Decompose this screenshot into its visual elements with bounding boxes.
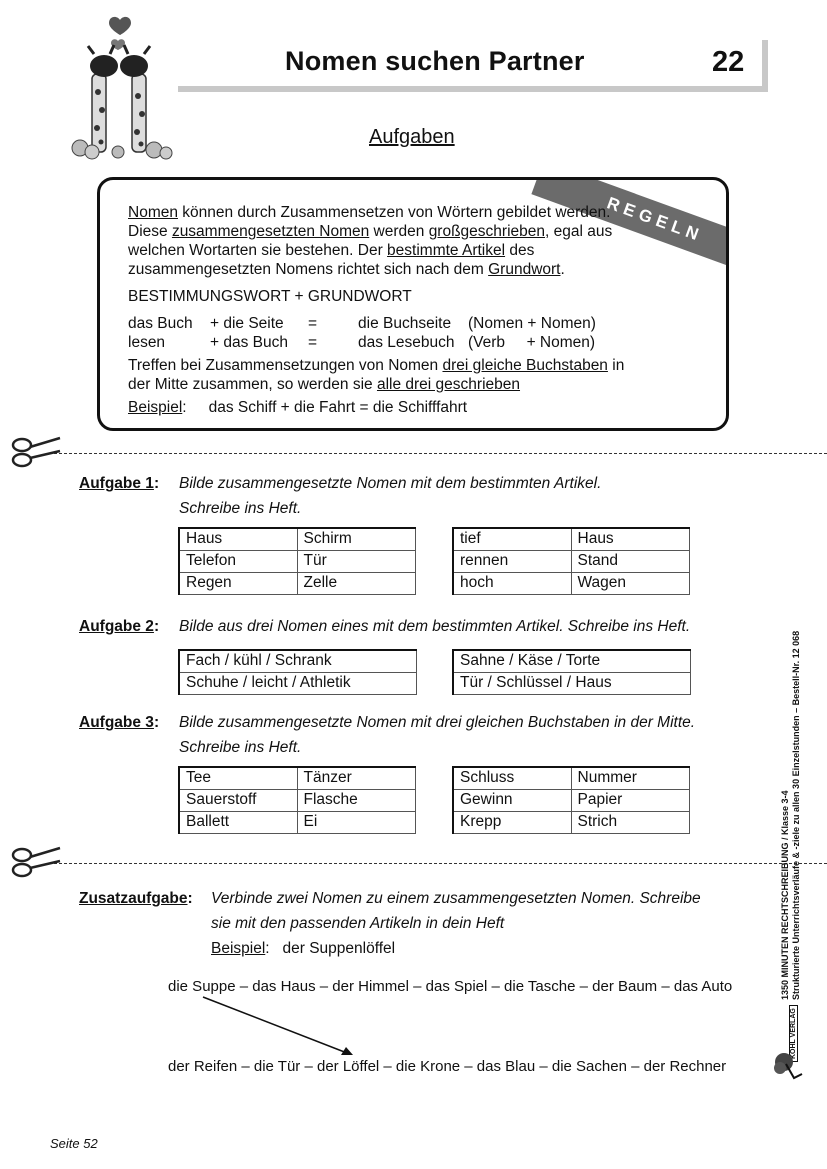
task3-line2: Schreibe ins Heft. <box>179 739 302 756</box>
rules-banner: REGELN <box>531 177 729 280</box>
table-cell: Fach / kühl / Schrank <box>179 650 416 672</box>
task3-heading: Aufgabe 3: <box>79 714 160 731</box>
table-cell: Strich <box>571 811 689 833</box>
table-cell: Sauerstoff <box>179 789 297 811</box>
connecting-arrow <box>195 993 365 1059</box>
task1-table-right <box>452 527 690 595</box>
task2-table-left <box>178 649 417 695</box>
task1-line1: Bilde zusammengesetzte Nomen mit dem bestimmten Artikel. <box>179 475 602 492</box>
scissors-icon <box>10 435 62 469</box>
text: können durch Zusammensetzen von Wörtern gebildet werden. Diese <box>128 204 611 240</box>
task3-instructions <box>179 710 695 760</box>
extra-instructions <box>211 886 701 936</box>
task3-label: Aufgabe 3 <box>79 714 154 731</box>
example-cell: lesen <box>128 334 166 351</box>
cut-line <box>0 853 827 873</box>
example-cell: + die Seite <box>210 315 284 332</box>
term-bestimmte-artikel: bestimmte Artikel <box>387 242 506 259</box>
table-cell: Tee <box>179 767 297 789</box>
table-cell: Haus <box>179 528 297 550</box>
beispiel-label: Beispiel <box>211 940 266 957</box>
table-row <box>179 767 415 789</box>
task3-table-right <box>452 766 690 834</box>
example-cell: = <box>308 315 318 332</box>
term-grossgeschrieben: großgeschrieben <box>428 223 546 240</box>
text: in der Mitte zusammen, so werden sie <box>128 357 625 393</box>
term-alle-drei-geschrieben: alle drei geschrieben <box>376 376 521 393</box>
rules-text <box>128 203 648 417</box>
example-cell: + das Buch <box>210 334 288 351</box>
term-zusammengesetzte-nomen: zusammengesetzten Nomen <box>171 223 370 240</box>
table-cell: Tür <box>297 550 415 572</box>
extra-label: Zusatzaufgabe <box>79 890 188 907</box>
rules-formula: BESTIMMUNGSWORT + GRUNDWORT <box>128 288 412 305</box>
page-title: Nomen suchen Partner <box>285 46 585 76</box>
example-cell: = <box>308 334 318 351</box>
table-row <box>179 550 415 572</box>
rules-paragraph-1 <box>128 203 648 279</box>
task2-label: Aufgabe 2 <box>79 618 154 635</box>
text: , egal aus welchen Wortarten sie bestehen. Der <box>128 223 613 259</box>
rules-beispiel <box>128 398 648 417</box>
extra-line2: sie mit den passenden Artikeln in dein Heft <box>211 915 505 932</box>
side-line2: Strukturierte Unterrichtsverläufe & -ziele zu allen 30 Einzelstunden – Bestell-Nr. 12 068 <box>791 630 801 1000</box>
table-cell: hoch <box>453 572 571 594</box>
extra-heading: Zusatzaufgabe: <box>79 890 193 907</box>
side-line1: 1350 MINUTEN RECHTSCHREIBUNG / Klasse 3-4 <box>780 790 790 1000</box>
table-cell: Wagen <box>571 572 689 594</box>
word-row-top: die Suppe – das Haus – der Himmel – das Spiel – die Tasche – der Baum – das Auto <box>168 978 733 995</box>
table-row <box>179 811 415 833</box>
table-cell: tief <box>453 528 571 550</box>
example-cell: (Nomen + Nomen) <box>468 315 596 332</box>
task3-table-left <box>178 766 416 834</box>
table-cell: Ballett <box>179 811 297 833</box>
example-cell: (Verb + Nomen) <box>468 334 596 351</box>
text: : <box>182 399 187 416</box>
text: werden <box>369 223 429 240</box>
task1-heading: Aufgabe 1: <box>79 475 160 492</box>
table-row <box>453 550 689 572</box>
text: des zusammengesetzten Nomens richtet sich nach dem <box>128 242 535 278</box>
table-cell: Ei <box>297 811 415 833</box>
table-row <box>179 672 416 694</box>
publisher-logo-text: KOHL VERLAG <box>789 1005 798 1062</box>
table-cell: Schluss <box>453 767 571 789</box>
table-cell: Tür / Schlüssel / Haus <box>453 672 690 694</box>
table-row <box>453 672 690 694</box>
term-drei-gleiche-buchstaben: drei gleiche Buchstaben <box>442 357 608 374</box>
word-row-bottom: der Reifen – die Tür – der Löffel – die Krone – das Blau – die Sachen – der Rechner <box>168 1058 727 1075</box>
scissors-icon <box>10 845 62 879</box>
table-cell: Stand <box>571 550 689 572</box>
page-number: 22 <box>712 46 745 78</box>
table-cell: Schirm <box>297 528 415 550</box>
rules-box <box>97 177 729 431</box>
example-row <box>128 333 648 352</box>
table-cell: Schuhe / leicht / Athletik <box>179 672 416 694</box>
side-publisher-text <box>780 630 808 1002</box>
task1-line2: Schreibe ins Heft. <box>179 500 302 517</box>
cut-line <box>0 443 827 463</box>
task1-instructions <box>179 471 601 521</box>
rules-examples <box>128 314 648 352</box>
task1-label: Aufgabe 1 <box>79 475 154 492</box>
example-cell: das Buch <box>128 315 193 332</box>
term-nomen: Nomen <box>128 204 178 221</box>
table-cell: rennen <box>453 550 571 572</box>
table-row <box>453 572 689 594</box>
beispiel-text: : der Suppenlöffel <box>265 940 396 957</box>
table-row <box>179 528 415 550</box>
table-cell: Telefon <box>179 550 297 572</box>
tree-logo-icon <box>772 1050 806 1080</box>
table-row <box>453 789 689 811</box>
table-row <box>453 650 690 672</box>
beispiel-label: Beispiel <box>128 399 183 416</box>
text: Treffen bei Zusammensetzungen von Nomen <box>128 357 443 374</box>
section-subtitle: Aufgaben <box>369 126 455 148</box>
table-row <box>179 789 415 811</box>
table-cell: Haus <box>571 528 689 550</box>
task2-heading: Aufgabe 2: <box>79 618 160 635</box>
table-row <box>453 767 689 789</box>
example-cell: das Lesebuch <box>358 334 455 351</box>
extra-line1: Verbinde zwei Nomen zu einem zusammengesetzten Nomen. Schreibe <box>211 890 701 907</box>
term-grundwort: Grundwort <box>488 261 561 278</box>
table-cell: Gewinn <box>453 789 571 811</box>
table-row <box>179 650 416 672</box>
table-cell: Krepp <box>453 811 571 833</box>
table-cell: Sahne / Käse / Torte <box>453 650 690 672</box>
table-row <box>453 528 689 550</box>
task2-instructions: Bilde aus drei Nomen eines mit dem bestimmten Artikel. Schreibe ins Heft. <box>179 618 691 635</box>
task1-table-left <box>178 527 416 595</box>
rules-paragraph-2 <box>128 356 648 394</box>
example-row <box>128 314 648 333</box>
beispiel-text: das Schiff + die Fahrt = die Schifffahrt <box>208 399 468 416</box>
table-cell: Papier <box>571 789 689 811</box>
table-cell: Flasche <box>297 789 415 811</box>
table-cell: Regen <box>179 572 297 594</box>
table-cell: Zelle <box>297 572 415 594</box>
task3-line1: Bilde zusammengesetzte Nomen mit drei gleichen Buchstaben in der Mitte. <box>179 714 696 731</box>
table-row <box>179 572 415 594</box>
text: . <box>560 261 565 278</box>
table-cell: Nummer <box>571 767 689 789</box>
page-footer: Seite 52 <box>50 1136 98 1151</box>
table-cell: Tänzer <box>297 767 415 789</box>
task2-table-right <box>452 649 691 695</box>
giraffes-illustration <box>58 14 188 162</box>
extra-beispiel <box>211 940 395 958</box>
table-row <box>453 811 689 833</box>
example-cell: die Buchseite <box>358 315 452 332</box>
